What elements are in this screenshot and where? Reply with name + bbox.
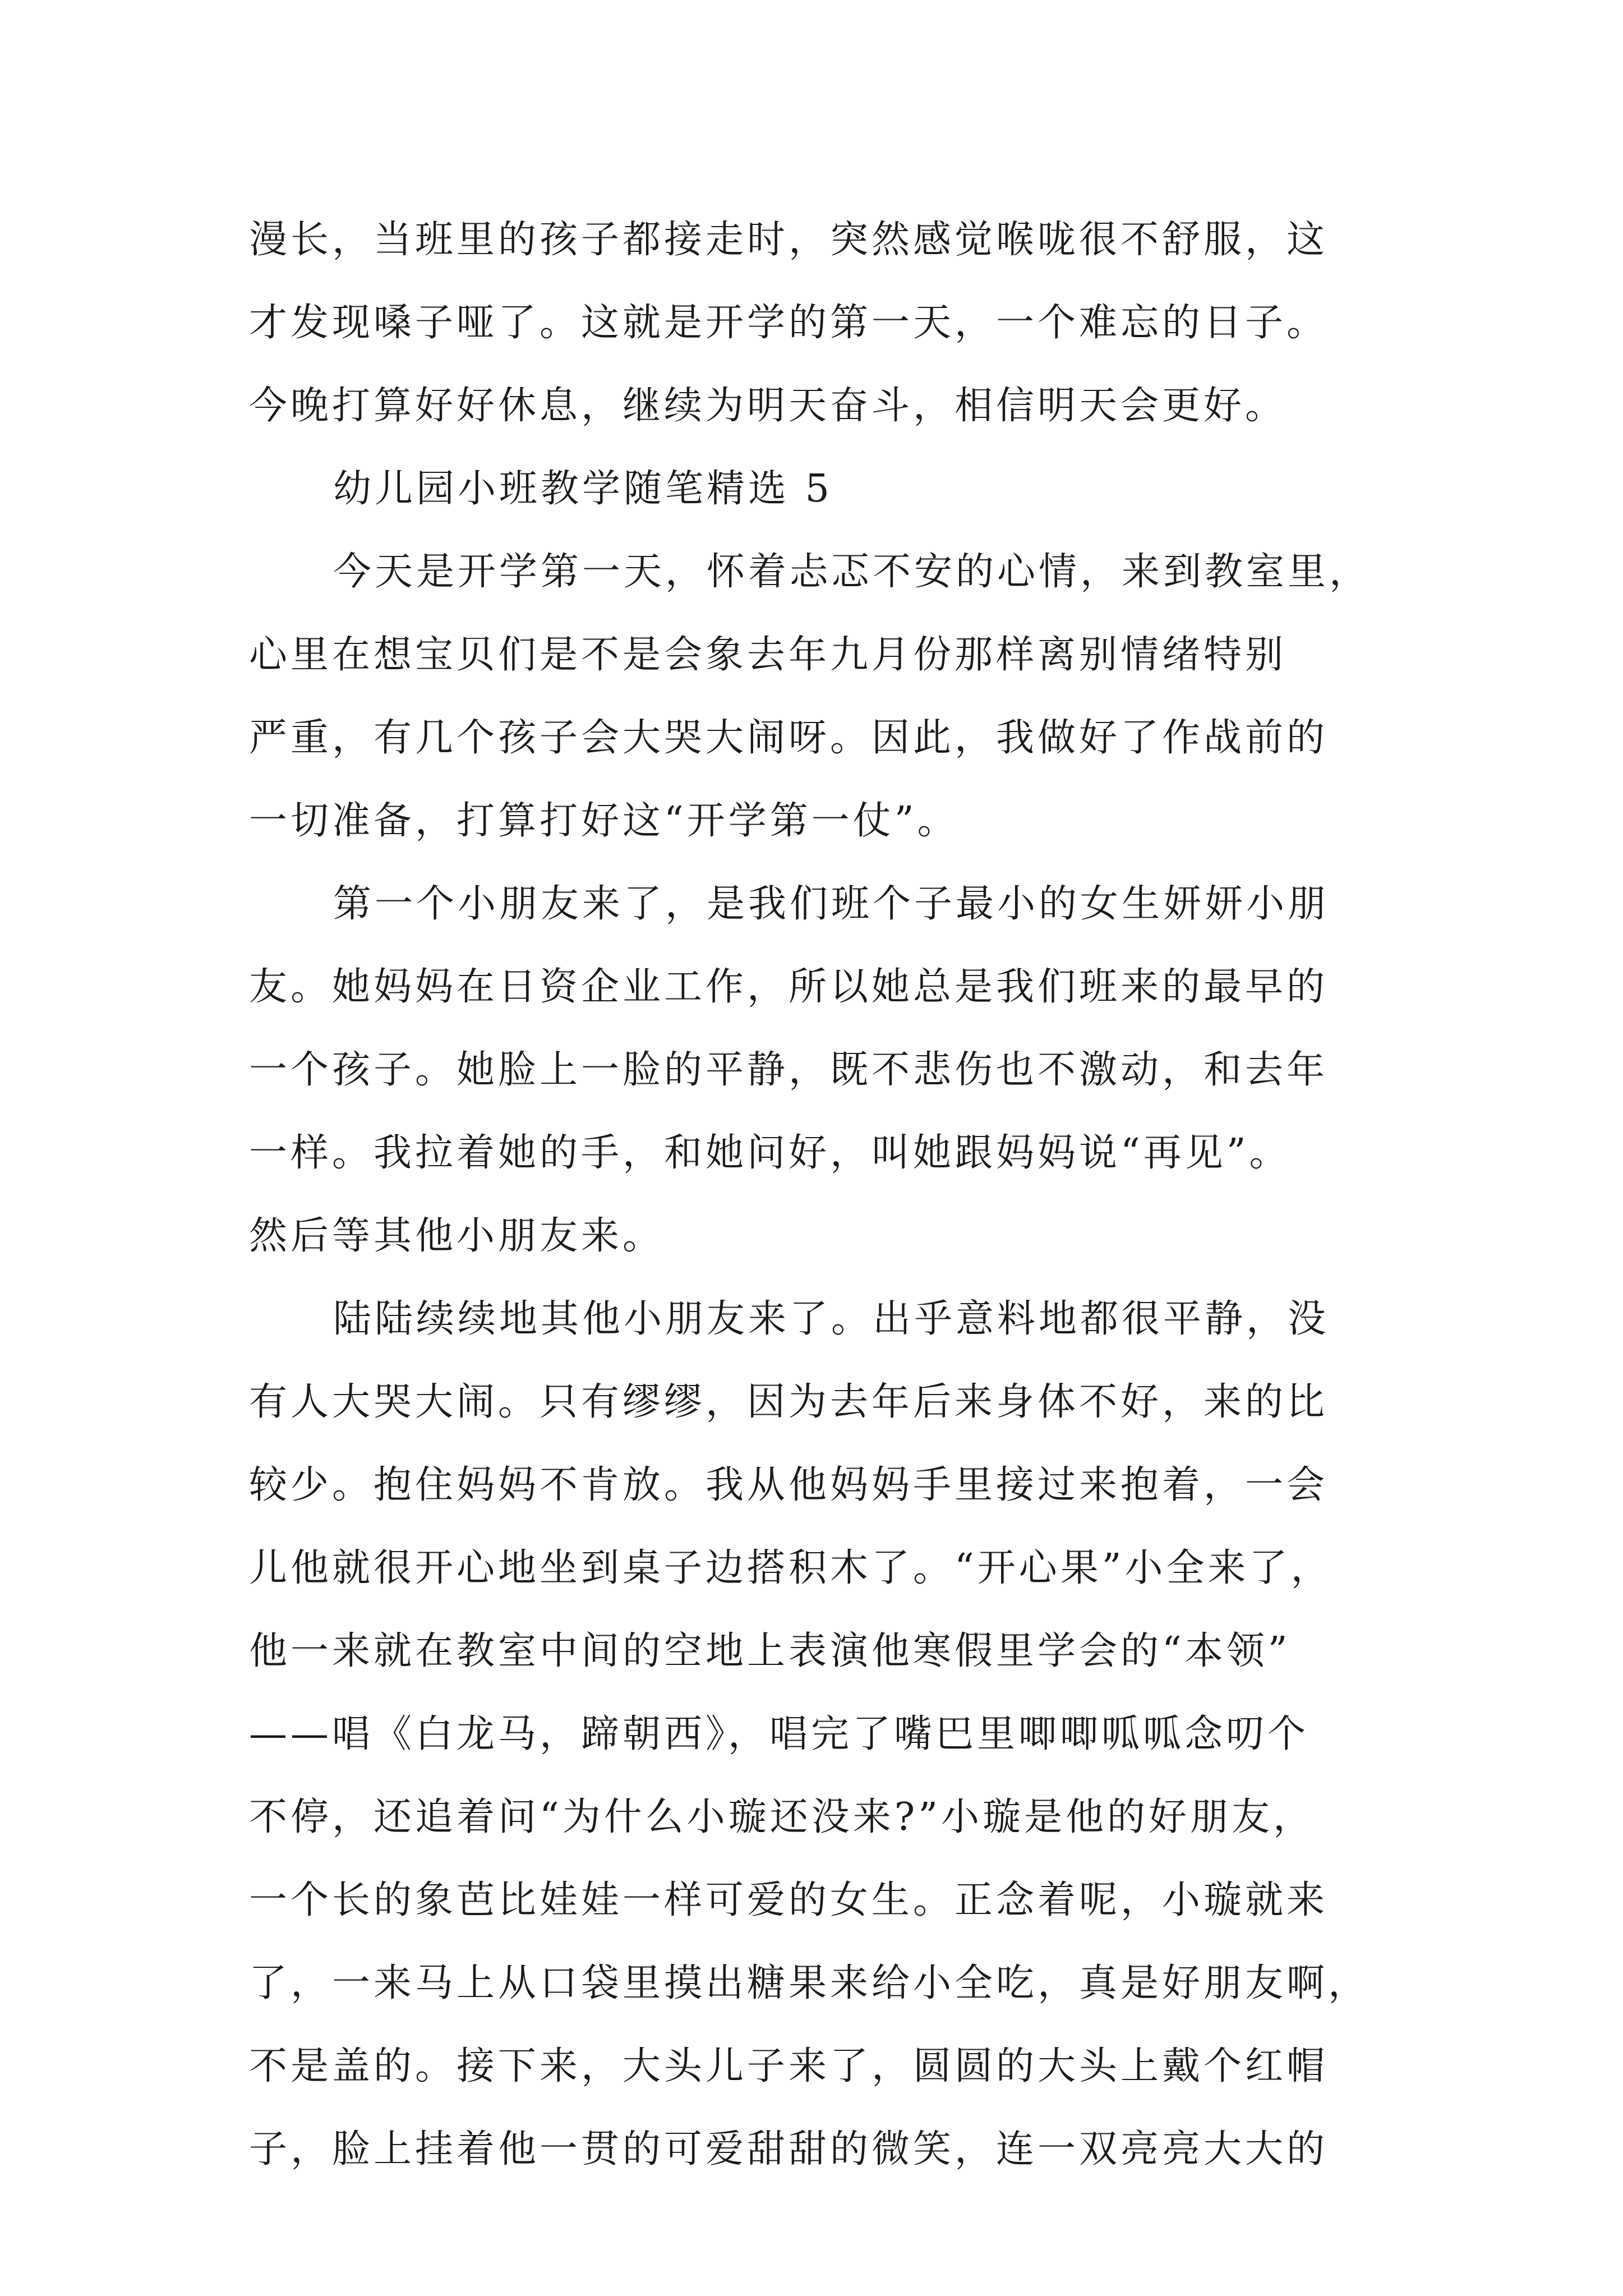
text-line: 一个长的象芭比娃娃一样可爱的女生。正念着呢，小璇就来 — [249, 1878, 1329, 1922]
text-line: 严重，有几个孩子会大哭大闹呀。因此，我做好了作战前的 — [249, 716, 1329, 760]
text-line: 子，脸上挂着他一贯的可爱甜甜的微笑，连一双亮亮大大的 — [249, 2127, 1329, 2171]
text-line: ——唱《白龙马，蹄朝西》，唱完了嘴巴里唧唧呱呱念叨个 — [249, 1712, 1310, 1756]
text-line: 有人大哭大闹。只有缪缪，因为去年后来身体不好，来的比 — [249, 1380, 1329, 1424]
text-line: 不是盖的。接下来，大头儿子来了，圆圆的大头上戴个红帽 — [249, 2044, 1329, 2088]
text-line: 了，一来马上从口袋里摸出糖果来给小全吃，真是好朋友啊， — [249, 1961, 1370, 2005]
text-line: 儿他就很开心地坐到桌子边搭积木了。“开心果”小全来了， — [249, 1546, 1332, 1590]
text-line: 一个孩子。她脸上一脸的平静，既不悲伤也不激动，和去年 — [249, 1048, 1329, 1092]
text-line: 他一来就在教室中间的空地上表演他寒假里学会的“本领” — [249, 1629, 1291, 1673]
text-line: 友。她妈妈在日资企业工作，所以她总是我们班来的最早的 — [249, 965, 1329, 1009]
text-line: 然后等其他小朋友来。 — [249, 1214, 665, 1258]
text-line: 漫长，当班里的孩子都接走时，突然感觉喉咙很不舒服，这 — [249, 218, 1329, 262]
text-line: 一切准备，打算打好这“开学第一仗”。 — [249, 799, 959, 843]
section-heading: 幼儿园小班教学随笔精选 5 — [333, 467, 833, 511]
body-text — [249, 199, 1399, 2191]
text-line: 一样。我拉着她的手，和她问好，叫她跟妈妈说“再见”。 — [249, 1131, 1291, 1175]
text-line: 今晚打算好好休息，继续为明天奋斗，相信明天会更好。 — [249, 384, 1287, 428]
text-line: 才发现嗓子哑了。这就是开学的第一天，一个难忘的日子。 — [249, 301, 1329, 345]
text-line: 不停，还追着问“为什么小璇还没来?”小璇是他的好朋友， — [249, 1795, 1315, 1839]
text-line: 陆陆续续地其他小朋友来了。出乎意料地都很平静，没 — [333, 1297, 1330, 1341]
text-line: 较少。抱住妈妈不肯放。我从他妈妈手里接过来抱着，一会 — [249, 1463, 1329, 1507]
text-line: 第一个小朋友来了，是我们班个子最小的女生妍妍小朋 — [333, 882, 1330, 926]
text-line: 心里在想宝贝们是不是会象去年九月份那样离别情绪特别 — [249, 633, 1287, 677]
text-line: 今天是开学第一天，怀着忐忑不安的心情，来到教室里， — [333, 550, 1371, 594]
